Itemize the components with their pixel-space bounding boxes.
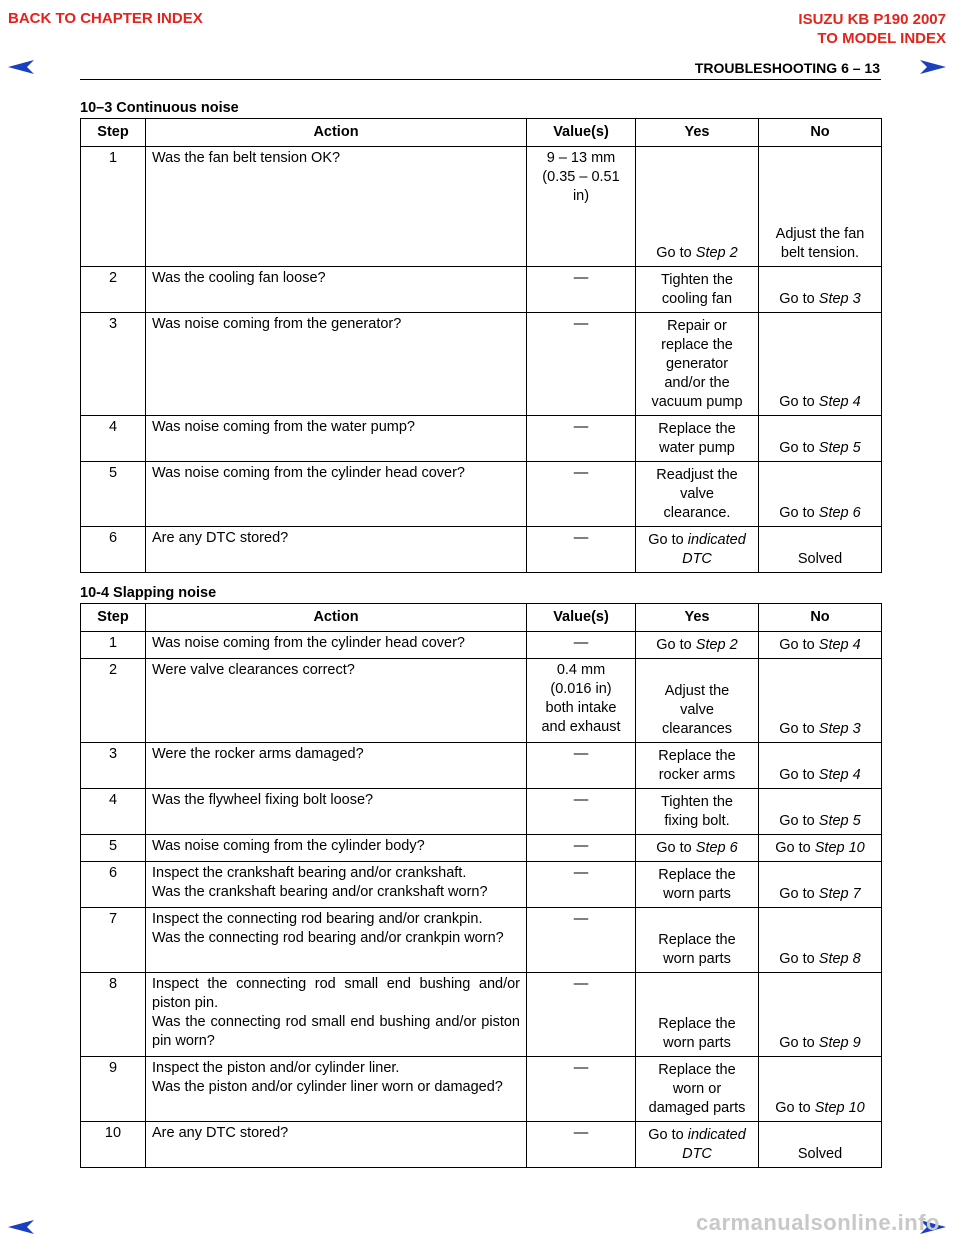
step-number: 2: [81, 659, 146, 743]
yes-line: [642, 1099, 752, 1118]
table-header-row: [81, 604, 882, 632]
action-text: Was noise coming from the cylinder body?: [152, 838, 425, 854]
prev-page-arrow-icon[interactable]: [8, 60, 34, 74]
values-cell: [527, 147, 636, 267]
yes-text: vacuum pump: [651, 394, 743, 410]
no-cell: [759, 527, 882, 573]
col-action: Action: [146, 604, 527, 632]
yes-line: [642, 271, 752, 290]
no-cell: [759, 908, 882, 973]
no-cell: [759, 267, 882, 313]
no-line: [765, 504, 875, 523]
values-cell: [527, 632, 636, 659]
yes-text: Go to: [648, 532, 688, 548]
yes-text: Replace the: [658, 421, 736, 437]
value-text: (0.016 in): [550, 681, 612, 697]
to-model-index-link[interactable]: TO MODEL INDEX: [817, 30, 946, 47]
step-number: 5: [81, 462, 146, 527]
action-text: Inspect the connecting rod small end bushing and/or piston pin.: [152, 976, 520, 1011]
yes-line: [642, 550, 752, 569]
value-text: —: [573, 792, 589, 808]
values-cell: [527, 313, 636, 416]
no-reference: Step 3: [818, 291, 861, 307]
yes-cell: [636, 1122, 759, 1168]
no-reference: Step 4: [818, 394, 861, 410]
yes-line: [642, 812, 752, 831]
values-cell: [527, 267, 636, 313]
action-cell: [146, 1057, 527, 1122]
no-text: belt tension.: [780, 245, 860, 261]
no-text: Go to: [779, 505, 819, 521]
yes-text: worn parts: [663, 1035, 731, 1051]
yes-reference: DTC: [682, 551, 712, 567]
value-text: —: [573, 865, 589, 881]
yes-line: [642, 1126, 752, 1145]
yes-text: Go to: [656, 245, 696, 261]
no-text: Solved: [797, 551, 843, 567]
yes-text: Repair or: [667, 318, 727, 334]
action-cell: [146, 659, 527, 743]
step-number: 2: [81, 267, 146, 313]
value-text: —: [573, 911, 589, 927]
col-action: Action: [146, 119, 527, 147]
values-cell: [527, 659, 636, 743]
table-row: [81, 632, 882, 659]
no-text: Adjust the fan: [775, 226, 865, 242]
no-line: [765, 225, 875, 244]
yes-text: Go to: [656, 840, 696, 856]
yes-line: [642, 439, 752, 458]
yes-line: [642, 720, 752, 739]
action-cell: [146, 908, 527, 973]
step-number: 1: [81, 632, 146, 659]
no-text: Go to: [775, 840, 815, 856]
value-text: —: [573, 746, 589, 762]
yes-cell: [636, 1057, 759, 1122]
table-row: [81, 462, 882, 527]
table-row: [81, 1057, 882, 1122]
yes-text: worn parts: [663, 951, 731, 967]
value-text: —: [573, 316, 589, 332]
value-text: —: [573, 270, 589, 286]
action-cell: [146, 462, 527, 527]
value-text: and exhaust: [541, 719, 621, 735]
no-cell: [759, 1057, 882, 1122]
yes-text: Tighten the: [660, 272, 733, 288]
yes-reference: Step 2: [695, 245, 738, 261]
next-page-arrow-icon[interactable]: [920, 60, 946, 74]
yes-line: [642, 682, 752, 701]
no-reference: Step 8: [818, 951, 861, 967]
no-cell: [759, 1122, 882, 1168]
yes-reference: Step 6: [695, 840, 738, 856]
no-reference: Step 4: [818, 767, 861, 783]
no-line: [765, 1145, 875, 1164]
step-number: 9: [81, 1057, 146, 1122]
table-row: [81, 659, 882, 743]
no-line: [765, 839, 875, 858]
action-cell: [146, 835, 527, 862]
yes-line: [642, 374, 752, 393]
prev-page-arrow-icon[interactable]: [8, 1220, 34, 1234]
action-text: Was noise coming from the cylinder head cover?: [152, 635, 465, 651]
yes-text: worn or: [672, 1081, 722, 1097]
no-line: [765, 550, 875, 569]
value-text: both intake: [545, 700, 617, 716]
table-row: [81, 267, 882, 313]
yes-line: [642, 466, 752, 485]
values-cell: [527, 1122, 636, 1168]
no-text: Go to: [779, 1035, 819, 1051]
values-cell: [527, 862, 636, 908]
action-text: Inspect the piston and/or cylinder liner.: [152, 1060, 400, 1076]
yes-line: [642, 1015, 752, 1034]
section-title-continuous-noise: 10–3 Continuous noise: [80, 100, 239, 116]
yes-text: Replace the: [658, 867, 736, 883]
step-number: 3: [81, 743, 146, 789]
yes-text: Replace the: [658, 1016, 736, 1032]
col-yes: Yes: [636, 119, 759, 147]
no-line: [765, 1034, 875, 1053]
no-line: [765, 244, 875, 263]
yes-line: [642, 839, 752, 858]
values-cell: [527, 908, 636, 973]
yes-cell: [636, 632, 759, 659]
no-line: [765, 1099, 875, 1118]
no-reference: Step 7: [818, 886, 861, 902]
table-header-row: [81, 119, 882, 147]
value-text: —: [573, 1125, 589, 1141]
value-text: 0.4 mm: [556, 662, 606, 678]
yes-text: clearance.: [663, 505, 731, 521]
yes-text: Replace the: [658, 748, 736, 764]
action-cell: [146, 862, 527, 908]
yes-line: [642, 766, 752, 785]
yes-cell: [636, 789, 759, 835]
no-cell: [759, 416, 882, 462]
action-text: Was the flywheel fixing bolt loose?: [152, 792, 374, 808]
yes-line: [642, 1034, 752, 1053]
yes-line: [642, 420, 752, 439]
yes-cell: [636, 908, 759, 973]
yes-reference: Step 2: [695, 637, 738, 653]
action-text: Inspect the connecting rod bearing and/or crankpin.: [152, 911, 483, 927]
values-cell: [527, 973, 636, 1057]
yes-cell: [636, 835, 759, 862]
no-text: Go to: [779, 767, 819, 783]
no-cell: [759, 862, 882, 908]
yes-line: [642, 885, 752, 904]
action-cell: [146, 147, 527, 267]
yes-reference: indicated: [687, 532, 746, 548]
step-number: 6: [81, 527, 146, 573]
yes-cell: [636, 527, 759, 573]
action-text: Was the connecting rod small end bushing and/or piston pin worn?: [152, 1014, 520, 1049]
col-yes: Yes: [636, 604, 759, 632]
action-text: Were the rocker arms damaged?: [152, 746, 364, 762]
action-text: Are any DTC stored?: [152, 530, 289, 546]
action-text: Are any DTC stored?: [152, 1125, 289, 1141]
col-step: Step: [81, 604, 146, 632]
yes-cell: [636, 313, 759, 416]
no-line: [765, 885, 875, 904]
no-text: Go to: [779, 951, 819, 967]
col-values: Value(s): [527, 604, 636, 632]
no-reference: Step 5: [818, 813, 861, 829]
yes-line: [642, 485, 752, 504]
yes-cell: [636, 147, 759, 267]
value-text: —: [573, 838, 589, 854]
table-row: [81, 313, 882, 416]
no-line: [765, 766, 875, 785]
no-reference: Step 9: [818, 1035, 861, 1051]
yes-text: worn parts: [663, 886, 731, 902]
no-reference: Step 4: [818, 637, 861, 653]
table-row: [81, 1122, 882, 1168]
step-number: 5: [81, 835, 146, 862]
continuous-noise-table: [80, 118, 882, 573]
action-cell: [146, 743, 527, 789]
step-number: 10: [81, 1122, 146, 1168]
col-step: Step: [81, 119, 146, 147]
yes-text: Replace the: [658, 932, 736, 948]
yes-line: [642, 290, 752, 309]
no-cell: [759, 743, 882, 789]
no-text: Solved: [797, 1146, 843, 1162]
no-text: Go to: [779, 813, 819, 829]
step-number: 1: [81, 147, 146, 267]
yes-cell: [636, 416, 759, 462]
step-number: 4: [81, 789, 146, 835]
yes-text: Readjust the: [656, 467, 738, 483]
no-cell: [759, 462, 882, 527]
col-no: No: [759, 119, 882, 147]
values-cell: [527, 1057, 636, 1122]
yes-line: [642, 931, 752, 950]
no-cell: [759, 632, 882, 659]
step-number: 8: [81, 973, 146, 1057]
action-text: Was the connecting rod bearing and/or crankpin worn?: [152, 930, 504, 946]
table-row: [81, 743, 882, 789]
no-cell: [759, 313, 882, 416]
yes-line: [642, 747, 752, 766]
yes-text: clearances: [661, 721, 733, 737]
no-line: [765, 950, 875, 969]
action-text: Were valve clearances correct?: [152, 662, 355, 678]
action-cell: [146, 1122, 527, 1168]
yes-line: [642, 1145, 752, 1164]
no-text: Go to: [779, 721, 819, 737]
action-text: Was the cooling fan loose?: [152, 270, 326, 286]
values-cell: [527, 743, 636, 789]
no-text: Go to: [779, 637, 819, 653]
table-row: [81, 835, 882, 862]
value-text: —: [573, 419, 589, 435]
yes-text: valve: [680, 486, 714, 502]
yes-text: generator: [665, 356, 729, 372]
slapping-noise-table: [80, 603, 882, 1168]
yes-line: [642, 636, 752, 655]
yes-line: [642, 701, 752, 720]
table-row: [81, 416, 882, 462]
table-row: [81, 973, 882, 1057]
no-line: [765, 636, 875, 655]
yes-text: replace the: [661, 337, 733, 353]
action-text: Was the piston and/or cylinder liner worn or damaged?: [152, 1079, 503, 1095]
yes-line: [642, 393, 752, 412]
no-text: Go to: [779, 440, 819, 456]
yes-cell: [636, 973, 759, 1057]
model-title: [798, 10, 946, 48]
yes-text: Tighten the: [660, 794, 733, 810]
value-text: —: [573, 635, 589, 651]
yes-text: Go to: [656, 637, 696, 653]
no-cell: [759, 973, 882, 1057]
no-cell: [759, 659, 882, 743]
action-text: Was noise coming from the generator?: [152, 316, 402, 332]
yes-text: Replace the: [658, 1062, 736, 1078]
yes-cell: [636, 659, 759, 743]
col-values: Value(s): [527, 119, 636, 147]
value-text: (0.35 – 0.51: [542, 169, 620, 185]
no-line: [765, 720, 875, 739]
values-cell: [527, 416, 636, 462]
yes-reference: indicated: [687, 1127, 746, 1143]
step-number: 6: [81, 862, 146, 908]
no-cell: [759, 147, 882, 267]
values-cell: [527, 527, 636, 573]
header-rule: [80, 79, 881, 80]
table-row: [81, 862, 882, 908]
yes-text: water pump: [659, 440, 735, 456]
yes-cell: [636, 862, 759, 908]
yes-line: [642, 531, 752, 550]
yes-text: damaged parts: [648, 1100, 746, 1116]
yes-text: valve: [680, 702, 714, 718]
no-text: Go to: [779, 394, 819, 410]
no-reference: Step 5: [818, 440, 861, 456]
yes-line: [642, 244, 752, 263]
yes-line: [642, 1061, 752, 1080]
action-cell: [146, 416, 527, 462]
yes-line: [642, 1080, 752, 1099]
action-cell: [146, 789, 527, 835]
values-cell: [527, 462, 636, 527]
yes-text: cooling fan: [661, 291, 733, 307]
no-line: [765, 393, 875, 412]
watermark-text: carmanualsonline.info: [696, 1210, 940, 1235]
yes-text: Go to: [648, 1127, 688, 1143]
table-row: [81, 147, 882, 267]
yes-cell: [636, 743, 759, 789]
page-header: TROUBLESHOOTING 6 – 13: [694, 60, 880, 76]
yes-line: [642, 950, 752, 969]
yes-cell: [636, 462, 759, 527]
no-cell: [759, 835, 882, 862]
no-reference: Step 6: [818, 505, 861, 521]
yes-cell: [636, 267, 759, 313]
yes-text: rocker arms: [658, 767, 736, 783]
yes-text: Adjust the: [664, 683, 730, 699]
step-number: 4: [81, 416, 146, 462]
values-cell: [527, 789, 636, 835]
table-row: [81, 527, 882, 573]
values-cell: [527, 835, 636, 862]
value-text: —: [573, 1060, 589, 1076]
no-line: [765, 812, 875, 831]
no-cell: [759, 789, 882, 835]
yes-line: [642, 355, 752, 374]
yes-line: [642, 317, 752, 336]
yes-text: fixing bolt.: [664, 813, 730, 829]
yes-line: [642, 504, 752, 523]
no-text: Go to: [779, 886, 819, 902]
action-text: Was the fan belt tension OK?: [152, 150, 341, 166]
yes-line: [642, 793, 752, 812]
value-text: 9 – 13 mm: [546, 150, 616, 166]
action-cell: [146, 973, 527, 1057]
no-reference: Step 3: [818, 721, 861, 737]
model-name: ISUZU KB P190 2007: [798, 11, 946, 28]
no-line: [765, 439, 875, 458]
value-text: —: [573, 465, 589, 481]
yes-line: [642, 866, 752, 885]
section-title-slapping-noise: 10-4 Slapping noise: [80, 585, 217, 601]
no-text: Go to: [779, 291, 819, 307]
no-line: [765, 290, 875, 309]
yes-text: and/or the: [664, 375, 730, 391]
back-to-chapter-index-link[interactable]: BACK TO CHAPTER INDEX: [8, 10, 203, 27]
action-cell: [146, 632, 527, 659]
action-cell: [146, 267, 527, 313]
action-cell: [146, 313, 527, 416]
step-number: 7: [81, 908, 146, 973]
value-text: in): [572, 188, 590, 204]
col-no: No: [759, 604, 882, 632]
table-row: [81, 789, 882, 835]
no-text: Go to: [775, 1100, 815, 1116]
action-text: Was noise coming from the cylinder head cover?: [152, 465, 465, 481]
action-cell: [146, 527, 527, 573]
yes-line: [642, 336, 752, 355]
action-text: Was noise coming from the water pump?: [152, 419, 415, 435]
yes-reference: DTC: [682, 1146, 712, 1162]
no-reference: Step 10: [814, 840, 865, 856]
value-text: —: [573, 976, 589, 992]
value-text: —: [573, 530, 589, 546]
table-row: [81, 908, 882, 973]
action-text: Was the crankshaft bearing and/or crankshaft worn?: [152, 884, 488, 900]
action-text: Inspect the crankshaft bearing and/or crankshaft.: [152, 865, 467, 881]
step-number: 3: [81, 313, 146, 416]
no-reference: Step 10: [814, 1100, 865, 1116]
